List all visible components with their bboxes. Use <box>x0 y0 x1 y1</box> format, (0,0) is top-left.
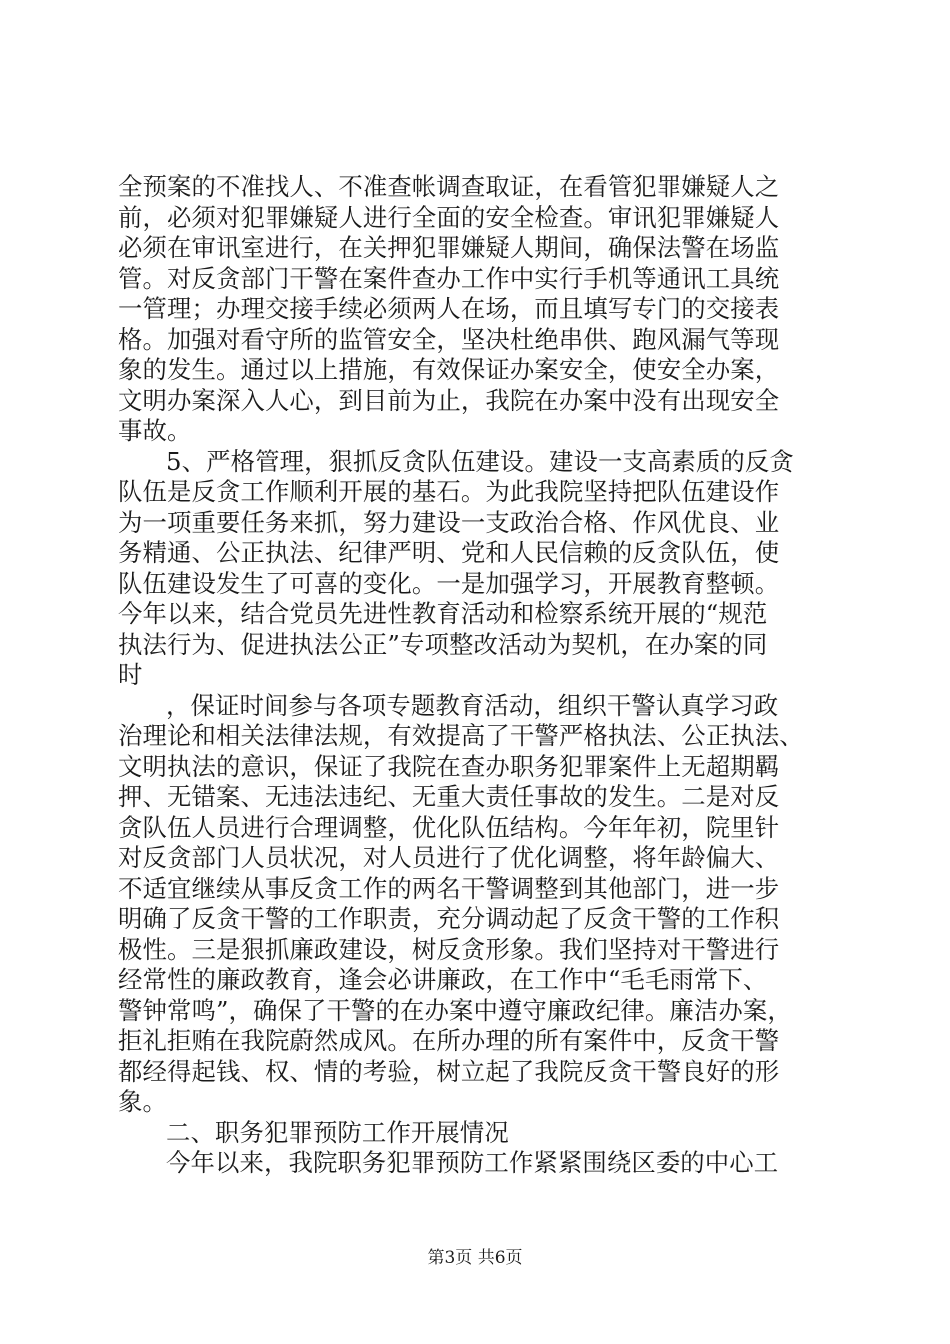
text-line: 事故。 <box>118 416 192 445</box>
text-line: 执法行为、促进执法公正”专项整改活动为契机，在办案的同 <box>118 629 768 659</box>
text-line: 格。加强对看守所的监管安全，坚决杜绝串供、跑风漏气等现 <box>118 324 780 354</box>
paragraph-start-line: ，保证时间参与各项专题教育活动，组织干警认真学习政 <box>166 690 779 720</box>
text-line: 警钟常鸣”，确保了干警的在办案中遵守廉政纪律。廉洁办案， <box>118 995 792 1025</box>
text-line: 全预案的不准找人、不准查帐调查取证，在看管犯罪嫌疑人之 <box>118 172 780 201</box>
section-heading: 二、职务犯罪预防工作开展情况 <box>166 1117 509 1147</box>
text-line: 极性。三是狠抓廉政建设，树反贪形象。我们坚持对干警进行 <box>118 934 780 964</box>
text-line: 为一项重要任务来抓，努力建设一支政治合格、作风优良、业 <box>118 507 780 537</box>
paragraph-start-line: 今年以来，我院职务犯罪预防工作紧紧围绕区委的中心工 <box>166 1148 779 1177</box>
paragraph-start-line: 5、严格管理，狠抓反贪队伍建设。建设一支高素质的反贪 <box>166 446 794 476</box>
text-line: 象。 <box>118 1087 167 1116</box>
text-line: 文明执法的意识，保证了我院在查办职务犯罪案件上无超期羁 <box>118 751 780 781</box>
document-body <box>118 172 836 1179</box>
text-line: 都经得起钱、权、情的考验，树立起了我院反贪干警良好的形 <box>118 1056 780 1086</box>
page-footer: 第3页 共6页 <box>427 1248 523 1268</box>
text-line: 前，必须对犯罪嫌疑人进行全面的安全检查。审讯犯罪嫌疑人 <box>118 202 780 232</box>
text-line: 象的发生。通过以上措施，有效保证办案安全，使安全办案， <box>118 355 780 384</box>
text-line: 押、无错案、无违法违纪、无重大责任事故的发生。二是对反 <box>118 782 780 811</box>
text-line: 明确了反贪干警的工作职责，充分调动起了反贪干警的工作积 <box>118 904 780 933</box>
text-line: 队伍建设发生了可喜的变化。一是加强学习，开展教育整顿。 <box>118 568 780 598</box>
text-line: 一管理；办理交接手续必须两人在场，而且填写专门的交接表 <box>118 294 780 323</box>
text-line: 拒礼拒贿在我院蔚然成风。在所办理的所有案件中，反贪干警 <box>118 1026 780 1055</box>
text-line: 不适宜继续从事反贪工作的两名干警调整到其他部门，进一步 <box>118 873 780 903</box>
text-line: 经常性的廉政教育，逢会必讲廉政，在工作中“毛毛雨常下、 <box>118 965 768 994</box>
text-line: 今年以来，结合党员先进性教育活动和检察系统开展的“规范 <box>118 599 768 628</box>
text-line: 队伍是反贪工作顺利开展的基石。为此我院坚持把队伍建设作 <box>118 477 780 506</box>
text-line: 管。对反贪部门干警在案件查办工作中实行手机等通讯工具统 <box>118 263 780 293</box>
text-line: 必须在审讯室进行，在关押犯罪嫌疑人期间，确保法警在场监 <box>118 233 780 262</box>
text-line: 务精通、公正执法、纪律严明、党和人民信赖的反贪队伍，使 <box>118 538 780 567</box>
text-line: 贪队伍人员进行合理调整，优化队伍结构。今年年初，院里针 <box>118 812 780 842</box>
text-line: 时 <box>118 660 143 689</box>
text-line: 文明办案深入人心，到目前为止，我院在办案中没有出现安全 <box>118 385 780 415</box>
text-line: 对反贪部门人员状况，对人员进行了优化调整，将年龄偏大、 <box>118 843 780 872</box>
text-line: 治理论和相关法律法规，有效提高了干警严格执法、公正执法、 <box>118 721 804 750</box>
